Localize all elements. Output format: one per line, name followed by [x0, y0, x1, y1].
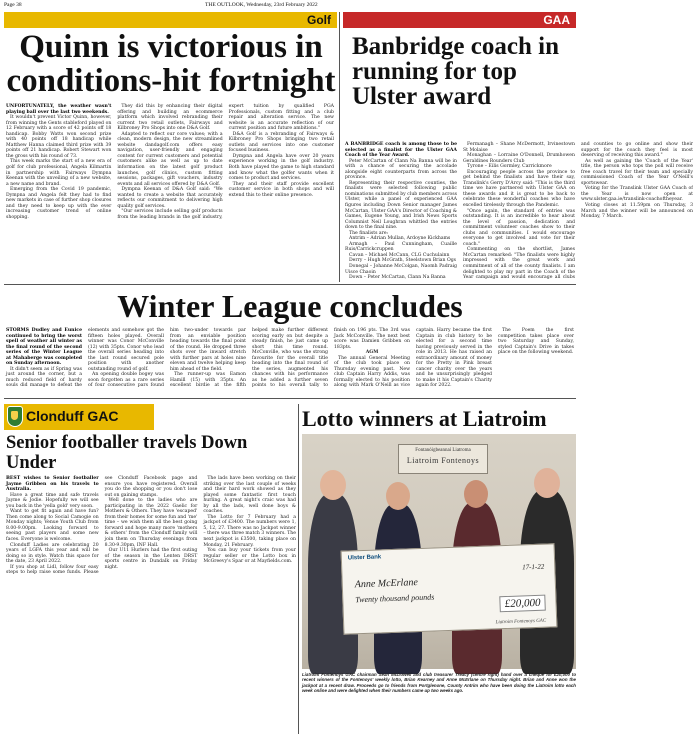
- gaa-section-banner: [343, 12, 576, 28]
- winter-subheading-agm: AGM: [365, 350, 379, 356]
- gaa-paragraph: Representing their respective counties, the finalists were selected following public nominations submitted by club members across Ulster, while a panel of experienced GAA figures including Down Senior manager James McCartan, Ulster GAA's Director of Coaching & Games, Eugene Young, and Irish News Sports Columnist Neil Loughran whittled the entries down to the final nine.: [345, 180, 457, 231]
- golf-paragraph: D&A Golf is a rebranding of Fairways & Kilbroney Pro Shops bringing two retail outlets and services into one customer focused business.: [228, 131, 334, 154]
- cheque-signature: Liatroim Fontenoys GAC: [495, 618, 547, 626]
- sign-subtitle: Liatroim Fontenoys: [406, 456, 480, 465]
- section-divider: [4, 398, 576, 399]
- gaa-paragraph: Voting closes at 11.59pm on Thursday, 3 March and the winner will be announced on Monday, 7 March.: [581, 203, 693, 220]
- golf-paragraph: Emerging from the Covid 19 pandemic, Dympna and Angela felt they had to find new markets in case of further shop closures and they need to keep up with the ever increasing customer trend of online shopping.: [6, 187, 112, 220]
- gaa-paragraph: A BANBRIDGE coach is among those to be selected as a finalist for the Ulster GAA Coach of the Year Award.: [345, 142, 457, 159]
- golf-paragraph: UNFORTUNATELY, the weather wasn't playing ball over the last two weekends.: [6, 104, 112, 115]
- winter-paragraph: STORMS Dudley and Eunice continued to bring the worst spell of weather all winter as the final round of the second series of the Winter League at Mahaberge was completed on Sunday afternoon.: [6, 328, 82, 367]
- bank-logo: Ulster Bank: [347, 554, 382, 562]
- presentation-cheque: [341, 543, 558, 634]
- golf-paragraph: It wouldn't prevent Victor Quinn, however, from winning the Gents stableford played on 12 February with a score of 42 points off 18 handicap. Bobby Watts won second prize with 40 points off 18 handicap while Matthew Hanna claimed third prize with 39 points off 21 handicap. Robert Stewart won the gross with his round of 73.: [6, 115, 112, 159]
- gaa-finalist: Cavan – Michael McCann, CLG Cuchulainn: [349, 252, 450, 258]
- clonduff-article-body: [6, 476, 296, 734]
- gaa-paragraph: Peter McCartan of Clann Na Banna will be in with a chance of securing the accolade alongside eight counterparts from across the province.: [345, 158, 457, 181]
- winter-paragraph: An opening double bogey was soon forgotten as a rare series of four consecutive pars found him two-under towards par from an enviable position heading towards the final point of the round. He dropped three shots over the inward stretch with further pars at holes nine eleven and twelve helping keep him ahead of the field.: [88, 328, 246, 389]
- winter-paragraph: The annual General Meeting of the club took place on Thursday evening past. New club Captain Harry Addis, was formally elected to his position along with Mark O'Neill as vice captain. Harry became the first Captain in club history to be elected for a second time having previously served in the role in 2013. He has raised an extraordinary amount of money for the Pretty in Pink breast cancer charity over the years and he unsurprisingly pledged to make it his Captain's Charity again for 2022.: [334, 328, 492, 389]
- cheque-amount: £20,000: [500, 595, 546, 613]
- gaa-finalist: Down – Peter McCartan, Clann Na Banna: [349, 275, 446, 281]
- golf-section-label: Golf: [307, 13, 331, 27]
- golf-paragraph: They did this by enhancing their digital offering and building an ecommerce platform which involved rebranding their current two retail outlets, Fairways and Kilbroney Pro Shops into one D&A Golf.: [117, 104, 223, 132]
- person-head: [386, 482, 410, 510]
- gaa-finalist: Derry – Hugh McGrath, Steelstown Brian Ogs: [349, 258, 457, 264]
- clonduff-paragraph: The lads have been working on their striking over the last couple of weeks and their hard work showed as they played some fantastic first touch hurling. A great night's craic was had by all the lads, well done boys & coaches.: [203, 476, 296, 515]
- clonduff-paragraph: Clonduff Ladies are celebrating 20 years of LGFA this year and will be doing so in style. Watch this space for the date, 23 April 2022.: [6, 542, 99, 565]
- golf-paragraph: Dympna Keenan of D&A Golf said: "We wanted to create a website that accurately reflects our commitment to delivering high quality golf services.: [117, 187, 223, 209]
- gaa-paragraph: "Once again, the standard of entries was outstanding. It is an incredible to hear about the level of passion, dedication and commitment volunteer coaches show to their clubs and communities. I would encourage everyone to get involved and vote for their coach.": [463, 208, 575, 247]
- golf-paragraph: Dympna and Angela have over 20 years experience working in the golf industry. Both have played the game to high standard and know what the golfer wants when it comes to product and services.: [228, 153, 334, 182]
- clonduff-paragraph: If you shop at Lidl, follow four easy steps to help raise some funds. Please see Clonduff Facebook page and ensure you have registered. Overall you do the shopping or you don't lose out on gaining stamps.: [6, 476, 198, 576]
- clonduff-paragraph: Want to get fit again and have fun? Then come along to Social Camogie on Monday nights; Venue Youth Club from 8.00-9.00pm. Looking forward to seeing past players and some new faces. Everyone is welcome.: [6, 509, 99, 543]
- winter-paragraph: The runner-up was Eamon Hamill (15) with 35pts. An excellent birdie at the fifth helped make further different scoring early on but despite a steady finish, he just came up short this time round. McConville, who was the strong favourite for the overall title heading into the final round of the series, augmented his chances with his performance as he added a further seven points to his overall tally to finish on 196 pts. The 3rd was Jack McConville. The next best score was Damien Gribben on 183pts.: [170, 328, 410, 389]
- clonduff-paragraph: You can buy your tickets from your regular seller or the Lotto box in McGreevy's Spar or at Mayfields.com.: [203, 548, 296, 565]
- gaa-finalist: Antrim – Adrian Mullan, Ardoyne Kickhams: [349, 236, 451, 242]
- winter-paragraph: The Poem the first competition takes place over two Saturday and Sunday, styled Captain's Drive in takes place on the following weekend.: [498, 328, 574, 356]
- publication-dateline: THE OUTLOOK, Wednesday, 23rd February 2022: [205, 2, 318, 8]
- club-crest-icon: [7, 406, 23, 427]
- lotto-presentation-photo: [302, 434, 576, 669]
- clonduff-paragraph: BEST wishes to Senior footballer Jayme Gribben on his travels to Australia.: [6, 476, 99, 493]
- clonduff-paragraph: Have a great time and safe travels Jayme & Jodie. Hopefully we will see you back in the 'yella gold' very soon.: [6, 492, 99, 509]
- gaa-paragraph: The finalists are:: [349, 230, 389, 236]
- golf-paragraph: Adapted to reflect our core values; with a clean, modern design, the new streamlined website dandagolf.com offers easy navigation, user-friendly and engaging content for current customers and potential customers alike as well as up to date information on the latest golf product launches, golf clinics, custom fitting sessions, packages, gift vouchers, industry events and all services offered by D&A Golf.: [117, 131, 223, 187]
- golf-paragraph: This week marks the start of a new era of golf for club professional, Angela Kilmartin in partnership with Fairways Dympna Keenan with the unveiling of a new website, a new name and brand.: [6, 159, 112, 187]
- cheque-payee: Anne McErlane: [354, 577, 418, 591]
- clonduff-paragraph: Our U11 Hurlers had the first outing of the season in the Lenten DRST sports centre in Dundalk on Friday night.: [104, 548, 198, 570]
- golf-section-banner: [4, 12, 337, 28]
- golf-headline: Quinn is victorious in conditions-hit fortnight: [6, 29, 336, 99]
- gaa-paragraph: Encouraging people across the province to get behind the finalists and have their say, Translink's Gerry D'Arcy said: "This is the third time we have partnered with Ulster GAA on these awards and it is great to be back to celebrate these wonderful coaches who have excelled tirelessly through the Pandemic.: [463, 169, 575, 209]
- gaa-finalist: Monaghan – Lorraine O'Donnell, Drumhowen Geraldines Rounders Club: [463, 153, 575, 164]
- page-number: Page 38: [4, 2, 22, 8]
- lotto-headline: Lotto winners at Liatroim: [302, 406, 547, 431]
- gaa-article-body: [345, 142, 693, 282]
- person-head: [464, 480, 488, 508]
- gaa-headline: Banbridge coach in running for top Ulster award: [352, 33, 559, 110]
- clonduff-paragraph: Well done to the ladies who are participating in the 2022 Gaelic for Mothers & Others. They have 'escaped' from their homes for some fun and 'me' time – we wish them all the best going forward and hope many more 'mothers & others' from the Clonduff family will join them on Thursday evenings from 8.30-9.30pm, INF Hall.: [104, 498, 198, 548]
- club-name: Clonduff GAC: [26, 408, 119, 424]
- golf-paragraph: "Our services include selling golf products from the leading brands in the golf industry, expert tuition by qualified PGA Professionals, custom fitting and a club repair and alteration service. The new website is an accurate reflection of our current position and future ambitions.": [117, 104, 334, 220]
- cheque-date: 17-1-22: [521, 562, 545, 572]
- gaa-paragraph: As well as gaining the 'Coach of the Year' title, the person who tops the poll will receive free coach travel for their team and specially commissioned Coach of the Year O'Neill's sportswear.: [581, 158, 693, 186]
- clubhouse-sign: [398, 444, 488, 474]
- gaa-finalist: Fermanagh – Shane McDermott, Irvinestown St Molaise: [463, 142, 575, 153]
- person-head: [534, 468, 560, 498]
- gaa-finalist: Tyrone – Eilis Gormley, Carrickmore: [467, 164, 552, 170]
- golf-article-body: [6, 104, 334, 279]
- column-divider: [339, 12, 340, 282]
- person-head: [320, 470, 346, 500]
- winter-league-article-body: [6, 328, 574, 392]
- winter-paragraph: It didn't seem as if Spring was just around the corner, but a much reduced field of hardy souls did manage to defeat the elements and somehow got the fifteen holes played. Overall winner was Conor McConville (12) with 35pts. Conor who lead the overall series heading into the last round secured pole position with another outstanding round of golf.: [6, 328, 164, 389]
- column-divider: [298, 404, 299, 734]
- cheque-amount-words: Twenty thousand pounds: [355, 592, 435, 605]
- golf-paragraph: They and their staff provide excellent customer service in both shops and will extend this to their online presence.: [228, 181, 334, 198]
- senior-footballer-headline: Senior footballer travels Down Under: [6, 433, 248, 473]
- gaa-paragraph: Voting for the Translink Ulster GAA Coach of the Year is now open at www.ulster.gaa.ie/translink-coachoftheyear.: [581, 186, 693, 203]
- gaa-section-label: GAA: [543, 13, 570, 27]
- photo-caption: Liatroim Fontenoys GAC chairman Sean McDowell and club treasurer Treacy (centre right) hand over a cheque for £20,000 to recent winners of the Fontenoys' weekly lotto, Brian Kearney and Anne McErlane on Thursday night. Brian and Anne won the jackpot at a recent draw. Proceeds go to friends from Portglenone, County Antrim who have been doing the Liatroim lotto each week online and were delighted when their numbers came up two weeks ago.: [302, 672, 576, 694]
- winter-league-headline: Winter League concludes: [117, 288, 463, 324]
- gaa-finalist: Armagh – Paul Cunningham, Cuaille Ruis/Carrickcruppen: [345, 241, 457, 253]
- section-divider: [4, 284, 576, 285]
- sign-title: Fontanóigbeannaí Liatroma: [415, 448, 471, 453]
- gaa-paragraph: Commenting on the shortlist, James McCartan remarked: "The finalists were highly impressed with the great work and commitment of all of the county finalists. I am delighted to play my part in the Coach of the Year campaign and would encourage all clubs and counties to go online and show their support for the coach they feel is most deserving of receiving this award.": [463, 142, 693, 281]
- clonduff-gac-banner: [4, 404, 154, 430]
- clonduff-paragraph: The Lotto for 7 February had a jackpot of £3400. The numbers were 1, 5, 12, 27. There was no Jackpot winner – there was three match 3 winners. The next jackpot is £3500, taking place on Monday, 21 February.: [203, 514, 296, 548]
- gaa-finalist: Donegal – Johanne McColgan, Naomh Padraig Uisce Chaoin: [345, 264, 457, 275]
